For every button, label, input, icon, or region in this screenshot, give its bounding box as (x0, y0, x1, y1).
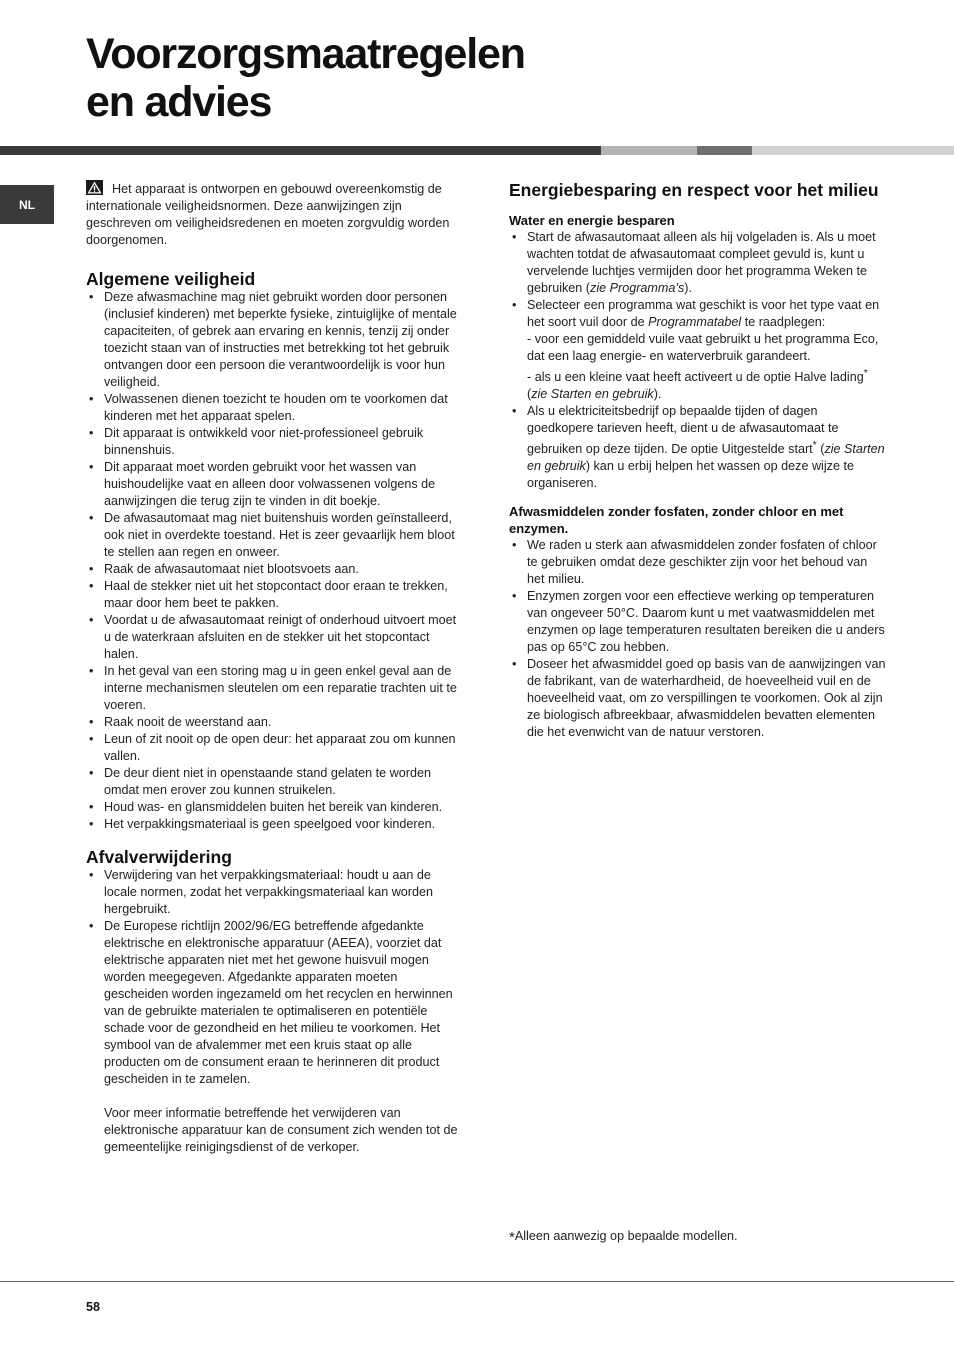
water-energy-list (509, 229, 887, 492)
item-text: Selecteer een programma wat geschikt is voor het type vaat en het soort vuil door de (527, 298, 880, 329)
list-item: • Dit apparaat is ontwikkeld voor niet-professioneel gebruik binnenshuis. (86, 425, 464, 459)
footer-rule (0, 1281, 954, 1282)
cross-reference: zie Starten en gebruik (531, 387, 654, 402)
cross-reference: Programmatabel (648, 315, 742, 329)
intro-paragraph (86, 180, 464, 249)
left-column (86, 180, 464, 1156)
item-text: te raadplegen: (741, 315, 826, 329)
item-text: - als u een kleine vaat heeft activeert u de optie Halve lading (527, 370, 864, 385)
header-bar-segment-mid (697, 146, 752, 155)
list-item: • Raak de afwasautomaat niet blootsvoets aan. (86, 561, 464, 578)
right-column (509, 180, 887, 741)
list-item: • Selecteer een programma wat geschikt is voor het type vaat en het soort vuil door de Programmatabel te raadplegen: - voor een gemiddeld vuile vaat gebruikt u het programma Eco, dat een laag energie- en waterverbruik garandeert. - als u een kleine vaat heeft activeert u de optie Halve lading* (zie Starten en gebruik). (509, 297, 887, 403)
page-number: 58 (86, 1300, 100, 1314)
warning-triangle-icon (86, 180, 103, 195)
list-item: • Voordat u de afwasautomaat reinigt of onderhoud uitvoert moet u de waterkraan afsluiten en de stekker uit het stopcontact halen. (86, 612, 464, 663)
list-item (509, 229, 887, 297)
list-item: • De deur dient niet in openstaande stand gelaten te worden omdat men erover zou kunnen struikelen. (86, 765, 464, 799)
header-divider-bar (0, 146, 954, 155)
list-item: • In het geval van een storing mag u in geen enkel geval aan de interne mechanismen sleutelen om een reparatie trachten uit te voeren. (86, 663, 464, 714)
list-item: • Het verpakkingsmateriaal is geen speelgoed voor kinderen. (86, 816, 464, 833)
cross-reference: zie Programma’s (590, 281, 685, 295)
detergent-subheading: Afwasmiddelen zonder fosfaten, zonder chloor en met enzymen. (509, 504, 844, 537)
energy-heading: Energiebesparing en respect voor het milieu (509, 180, 879, 200)
list-item: • We raden u sterk aan afwasmiddelen zonder fosfaten of chloor te gebruiken omdat deze geschikter zijn voor het behoud van het milieu. (509, 537, 887, 588)
list-item: • Deze afwasmachine mag niet gebruikt worden door personen (inclusief kinderen) met beperkte fysieke, zintuiglijke of mentale capaciteiten, of gebrek aan ervaring en kennis, tenzij zij onder toezicht staan van of instructies met betrekking tot het gebruik ontvangen door een persoon die verantwoordelijk is voor hun veiligheid. (86, 289, 464, 391)
list-item: • Leun of zit nooit op de open deur: het apparaat zou om kunnen vallen. (86, 731, 464, 765)
title-line-1: Voorzorgsmaatregelen (86, 30, 525, 78)
cross-reference: zie Starten en gebruik (527, 442, 885, 474)
waste-list (86, 867, 464, 1156)
item-text: ). (684, 281, 692, 295)
item-text: kan u erbij helpen het wassen op deze wijze te organiseren. (527, 459, 854, 491)
item-text: Start de afwasautomaat alleen als hij volgeladen is. Als u moet wachten totdat de afwasautomaat compleet gevuld is, kunt u vervelende luchtjes vermijden door het programma Weken te gebruiken ( (527, 230, 876, 295)
detergent-list (509, 537, 887, 741)
list-item: • Volwassenen dienen toezicht te houden om te voorkomen dat kinderen met het apparaat spelen. (86, 391, 464, 425)
safety-list (86, 289, 464, 833)
list-item: • Haal de stekker niet uit het stopcontact door eraan te trekken, maar door hem beet te pakken. (86, 578, 464, 612)
language-tab: NL (0, 185, 54, 224)
weee-contact-text: Voor meer informatie betreffende het verwijderen van elektronische apparatuur kan de consument zich wenden tot de gemeentelijke reinigingsdienst of de verkoper. (104, 1106, 458, 1154)
item-text: Als u elektriciteitsbedrijf op bepaalde tijden of dagen goedkopere tarieven heeft, dient u de afwasautomaat te gebruiken op deze tijden. De optie Uitgestelde start (527, 404, 839, 457)
list-item: • Raak nooit de weerstand aan. (86, 714, 464, 731)
waste-heading: Afvalverwijdering (86, 847, 232, 867)
page-title (86, 30, 525, 126)
header-bar-segment-dark (0, 146, 601, 155)
footnote-text: Alleen aanwezig op bepaalde modellen. (514, 1229, 738, 1243)
list-item: • Verwijdering van het verpakkingsmateriaal: houdt u aan de locale normen, zodat het verpakkingsmateriaal kan worden hergebruikt. (86, 867, 464, 918)
list-item: • Houd was- en glansmiddelen buiten het bereik van kinderen. (86, 799, 464, 816)
header-bar-segment-pale (752, 146, 954, 155)
list-item: • Enzymen zorgen voor een effectieve werking op temperaturen van ongeveer 50°C. Daarom kunt u met vaatwasmiddelen met enzymen op lage temperaturen resultaten bereiken die u anders pas op 65°C zou hebben. (509, 588, 887, 656)
footnote (509, 1229, 738, 1246)
safety-heading: Algemene veiligheid (86, 269, 256, 289)
footnote-star: * (509, 1229, 515, 1246)
list-item: • Als u elektriciteitsbedrijf op bepaalde tijden of dagen goedkopere tarieven heeft, dient u de afwasautomaat te gebruiken op deze tijden. De optie Uitgestelde start* (zie Starten en gebruik) kan u erbij helpen het wassen op deze wijze te organiseren. (509, 403, 887, 492)
water-energy-subheading: Water en energie besparen (509, 213, 675, 228)
list-item: • De afwasautomaat mag niet buitenshuis worden geïnstalleerd, ook niet in overdekte toestand. Het is zeer gevaarlijk hem bloot te stellen aan regen en onweer. (86, 510, 464, 561)
weee-text: De Europese richtlijn 2002/96/EG betreffende afgedankte elektrische en elektronische apparatuur (AEEA), voorziet dat elektrische apparaten niet met het gewone huisvuil mogen worden meegegeven. Afgedankte apparaten moeten gescheiden worden ingezameld om het recyclen en herwinnen van de gebruikte materialen te optimaliseren en potentiële schade voor de gezondheid en het milieu te voorkomen. Het symbool van de afvalemmer met een kruis staat op alle producten om de consument eraan te herinneren dit product gescheiden in te zamelen. (104, 919, 453, 1086)
list-item (86, 918, 464, 1156)
intro-text: Het apparaat is ontworpen en gebouwd overeenkomstig de internationale veiligheidsnormen. Deze aanwijzingen zijn geschreven om veiligheidsredenen en moeten zorgvuldig worden doorgenomen. (86, 182, 450, 247)
footnote-marker: * (812, 439, 817, 452)
list-item: • Doseer het afwasmiddel goed op basis van de aanwijzingen van de fabrikant, van de waterhardheid, de hoeveelheid vuil en de hoeveelheid vaat, om zo verspillingen te voorkomen. Ook al zijn ze biologisch afbreekbaar, afwasmiddelen bevatten elementen die het evenwicht van de natuur verstoren. (509, 656, 887, 741)
footnote-marker: * (863, 367, 868, 379)
list-item: • Dit apparaat moet worden gebruikt voor het wassen van huishoudelijke vaat en alleen door volwassenen volgens de aanwijzingen die terug zijn te vinden in dit boekje. (86, 459, 464, 510)
title-line-2: en advies (86, 78, 272, 126)
item-text: - voor een gemiddeld vuile vaat gebruikt u het programma Eco, dat een laag energie- en waterverbruik garandeert. (527, 332, 879, 363)
header-bar-segment-light (601, 146, 697, 155)
